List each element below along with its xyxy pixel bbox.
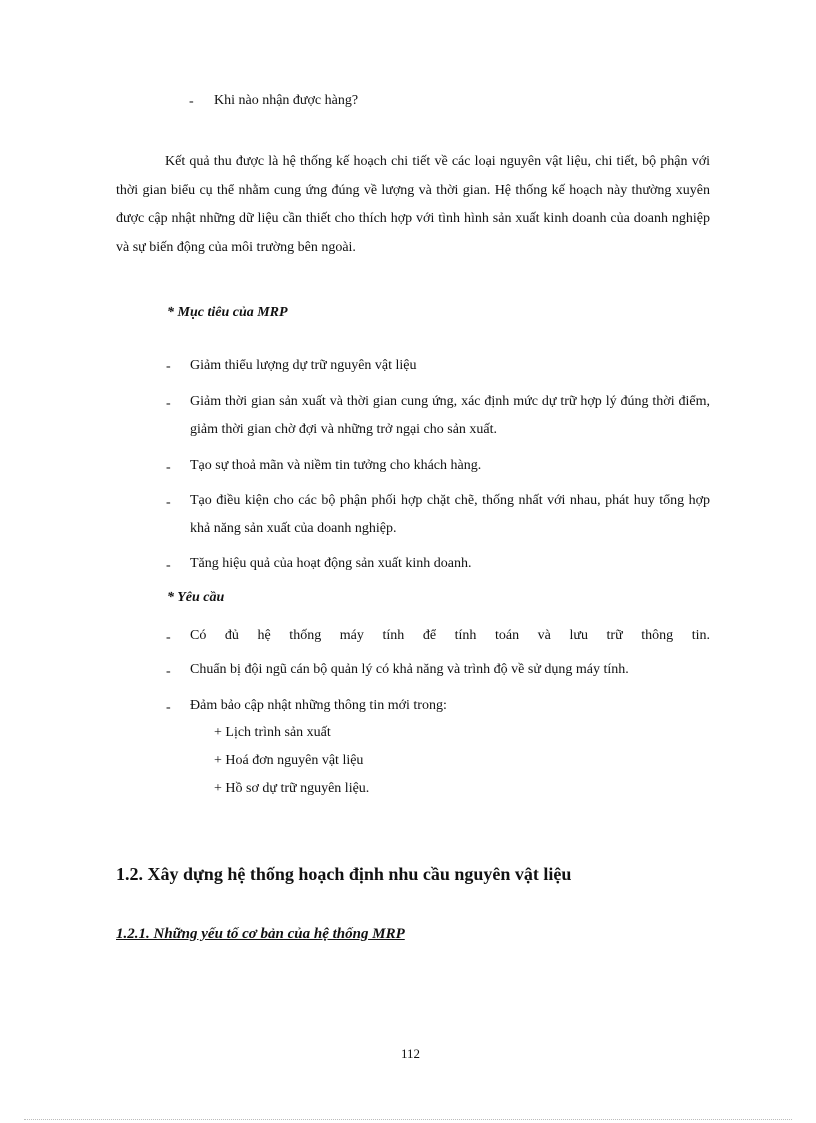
bullet-dash: - [166, 495, 171, 510]
requirement-item: Có đủ hệ thống máy tính để tính toán và lưu trữ thông tin. [190, 628, 710, 643]
subsection-heading: 1.2.1. Những yếu tố cơ bản của hệ thống MRP [116, 926, 405, 942]
page-number: 112 [401, 1046, 421, 1061]
bullet-dash: - [166, 664, 171, 679]
objective-item: Tạo sự thoả mãn và niềm tin tưởng cho khách hàng. [190, 458, 482, 473]
body-paragraph [116, 148, 710, 262]
requirement-sub-item: + Lịch trình sản xuất [214, 725, 331, 740]
objective-item: Tạo điều kiện cho các bộ phận phối hợp chặt chẽ, thống nhất với nhau, phát huy tổng hợp khả năng sản xuất của doanh nghiệp. [190, 493, 710, 536]
bullet-dash: - [166, 396, 171, 411]
requirement-item: Đảm bảo cập nhật những thông tin mới trong: [190, 698, 447, 713]
bullet-dash: - [166, 558, 171, 573]
objective-item: Tăng hiệu quả của hoạt động sản xuất kinh doanh. [190, 556, 472, 571]
paragraph-text: Kết quả thu được là hệ thống kế hoạch chi tiết về các loại nguyên vật liệu, chi tiết, bộ phận với thời gian biểu cụ thể nhằm cung ứng đúng về lượng và thời gian. Hệ thống kế hoạch này thường xuyên được cập nhật những dữ liệu cần thiết cho thích hợp với tình hình sản xuất kinh doanh của doanh nghiệp và sự biến động của môi trường bên ngoài. [116, 154, 710, 255]
requirements-heading: * Yêu cầu [167, 590, 225, 605]
bullet-dash: - [189, 94, 194, 109]
requirement-item: Chuẩn bị đội ngũ cán bộ quản lý có khả năng và trình độ về sử dụng máy tính. [190, 662, 629, 677]
bullet-dash: - [166, 630, 171, 645]
section-heading: 1.2. Xây dựng hệ thống hoạch định nhu cầu nguyên vật liệu [116, 864, 572, 884]
objective-item: Giảm thiểu lượng dự trữ nguyên vật liệu [190, 358, 417, 373]
page-bottom-rule [24, 1119, 792, 1120]
bullet-dash: - [166, 359, 171, 374]
bullet-dash: - [166, 460, 171, 475]
bullet-dash: - [166, 700, 171, 715]
requirement-sub-item: + Hoá đơn nguyên vật liệu [214, 753, 364, 768]
objectives-heading: * Mục tiêu của MRP [167, 305, 288, 320]
requirement-sub-item: + Hồ sơ dự trữ nguyên liệu. [214, 781, 370, 796]
objective-item: Giảm thời gian sản xuất và thời gian cung ứng, xác định mức dự trữ hợp lý đúng thời điểm, giảm thời gian chờ đợi và những trở ngại cho sản xuất. [190, 394, 710, 437]
intro-bullet-text: Khi nào nhận được hàng? [214, 93, 359, 108]
